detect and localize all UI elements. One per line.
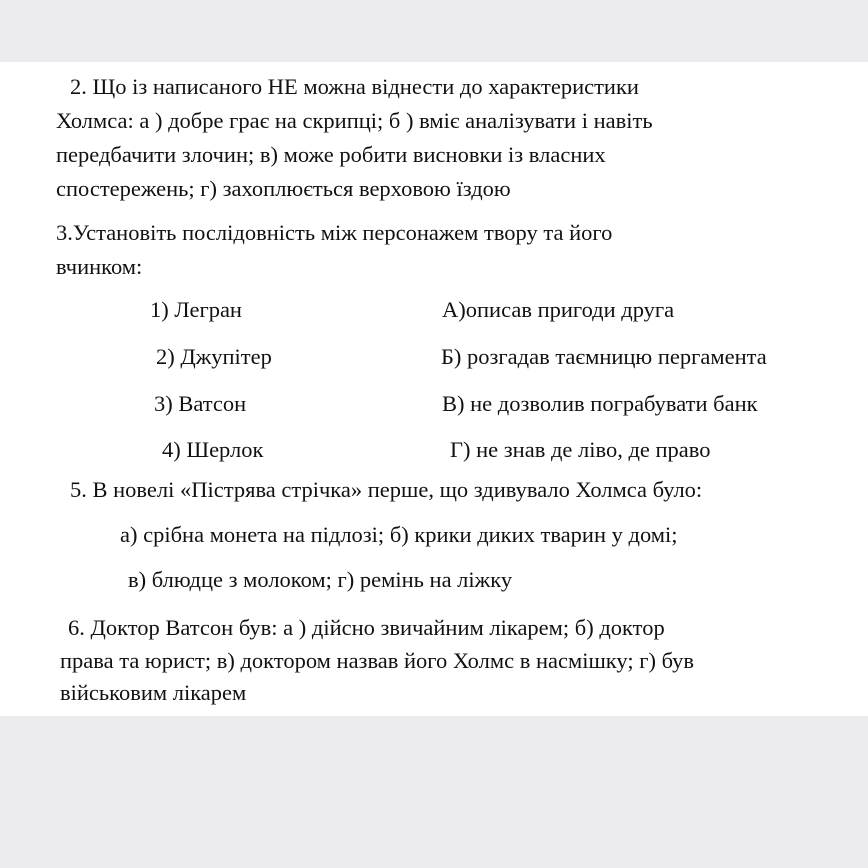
q3-character-3: 3) Ватсон bbox=[154, 391, 247, 416]
q3-action-a: А)описав пригоди друга bbox=[442, 297, 675, 322]
q2-line-1: 2. Що із написаного НЕ можна віднести до характеристики bbox=[70, 74, 639, 99]
q6-line-2: права та юрист; в) доктором назвав його Холмс в насмішку; г) був bbox=[60, 648, 695, 673]
q3-action-c: В) не дозволив пограбувати банк bbox=[442, 391, 758, 416]
q3-character-2: 2) Джупітер bbox=[156, 344, 272, 369]
q3-line-1: 3.Установіть послідовність між персонажем твору та його bbox=[56, 220, 613, 245]
q5-question: 5. В новелі «Пістрява стрічка» перше, що здивувало Холмса було: bbox=[70, 477, 703, 502]
q3-action-b: Б) розгадав таємницю пергамента bbox=[441, 344, 767, 369]
q3-character-4: 4) Шерлок bbox=[162, 437, 264, 462]
q3-line-2: вчинком: bbox=[56, 254, 143, 279]
q6-line-1: 6. Доктор Ватсон був: а ) дійсно звичайним лікарем; б) доктор bbox=[68, 615, 665, 640]
q3-action-d: Г) не знав де ліво, де право bbox=[450, 437, 711, 462]
q5-options-2: в) блюдце з молоком; г) ремінь на ліжку bbox=[128, 567, 513, 592]
q6-line-3: військовим лікарем bbox=[60, 680, 247, 705]
q3-character-1: 1) Легран bbox=[150, 297, 242, 322]
q2-line-3: передбачити злочин; в) може робити висновки із власних bbox=[56, 142, 606, 167]
q2-line-2: Холмса: а ) добре грає на скрипці; б ) вміє аналізувати і навіть bbox=[56, 108, 653, 133]
q5-options-1: а) срібна монета на підлозі; б) крики диких тварин у домі; bbox=[120, 522, 678, 547]
q2-line-4: спостережень; г) захоплюється верховою їздою bbox=[56, 176, 511, 201]
